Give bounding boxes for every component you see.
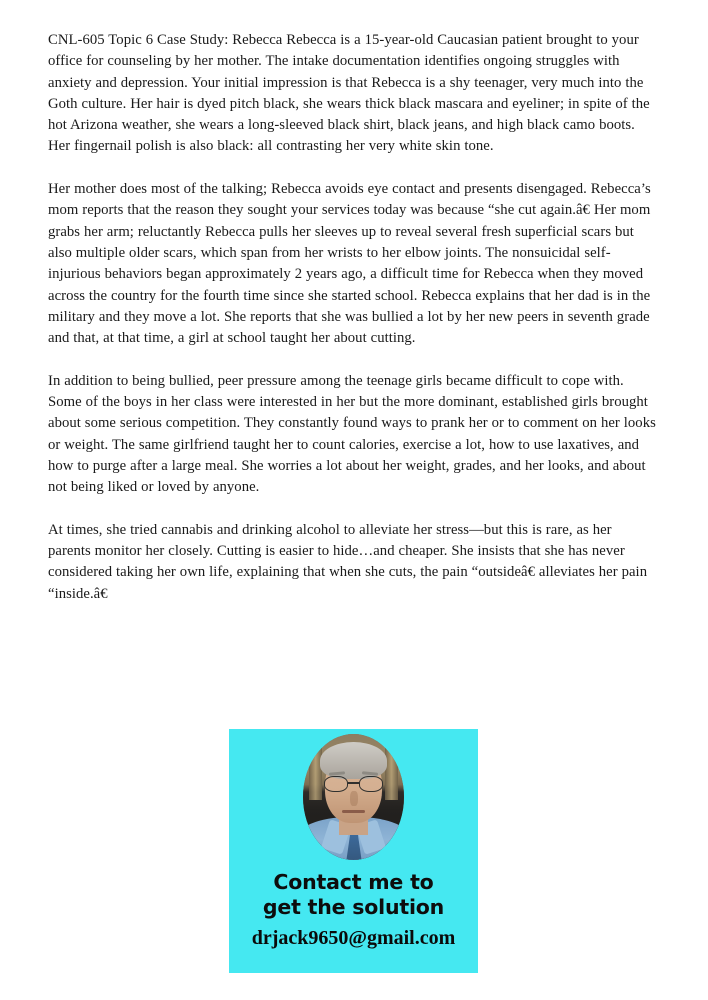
paragraph-2: Her mother does most of the talking; Rebecca avoids eye contact and presents disengaged. Rebecca’s mom reports that the reason they sought your services today was because “she cut again.â€ Her mom grabs her arm; reluctantly Rebecca pulls her sleeves up to reveal several fresh superficial scars but also multiple older scars, which span from her wrists to her elbow joints. The nonsuicidal self-injurious behaviors began approximately 2 years ago, a difficult time for Rebecca when they moved across the country for the fourth time since she started school. Rebecca explains that her dad is in the military and they move a lot. She reports that she was bullied a lot by her new peers in seventh grade and that, at that time, a girl at school taught her about cutting. xyxy=(48,181,655,347)
portrait-frame-left xyxy=(309,747,322,800)
case-study-text xyxy=(48,30,658,605)
paragraph-1: CNL-605 Topic 6 Case Study: Rebecca Rebecca is a 15-year-old Caucasian patient brought to your office for counseling by her mother. The intake documentation identifies ongoing struggles with anxiety and depression. Your initial impression is that Rebecca is a shy teenager, very much into the Goth culture. Her hair is dyed pitch black, she wears thick black mascara and eyeliner; in spite of the hot Arizona weather, she wears a long-sleeved black shirt, black jeans, and high black camo boots. Her fingernail polish is also black: all contrasting her very white skin tone. xyxy=(48,32,654,155)
contact-heading xyxy=(263,870,444,920)
contact-heading-line-1: Contact me to xyxy=(273,870,434,894)
portrait-mouth xyxy=(342,810,364,813)
contact-heading-line-2: get the solution xyxy=(262,895,445,919)
eyeglasses-icon xyxy=(324,776,383,792)
contact-email[interactable]: drjack9650@gmail.com xyxy=(251,927,456,949)
eyeglass-bridge xyxy=(348,782,359,783)
contact-promo-card xyxy=(229,729,478,973)
eyeglass-lens-right xyxy=(359,776,383,792)
paragraph-4: At times, she tried cannabis and drinking alcohol to alleviate her stress—but this is rare, as her parents monitor her closely. Cutting is easier to hide…and cheaper. She insists that she has never considered taking her own life, explaining that when she cuts, the pain “outsideâ€ alleviates her pain “inside.â€ xyxy=(48,521,652,602)
paragraph-3: In addition to being bullied, peer pressure among the teenage girls became difficult to cope with. Some of the boys in her class were interested in her but the more dominant, established girls brought about some serious competition. They constantly found ways to prank her or to comment on her looks or weight. The same girlfriend taught her to count calories, exercise a lot, how to use laxatives, and how to purge after a large meal. She worries a lot about her weight, grades, and her looks, and about not being liked or loved by anyone. xyxy=(48,372,660,496)
portrait-photo xyxy=(303,734,404,860)
eyeglass-lens-left xyxy=(324,776,348,792)
portrait-frame-right xyxy=(385,747,398,800)
portrait-nose xyxy=(350,791,357,806)
